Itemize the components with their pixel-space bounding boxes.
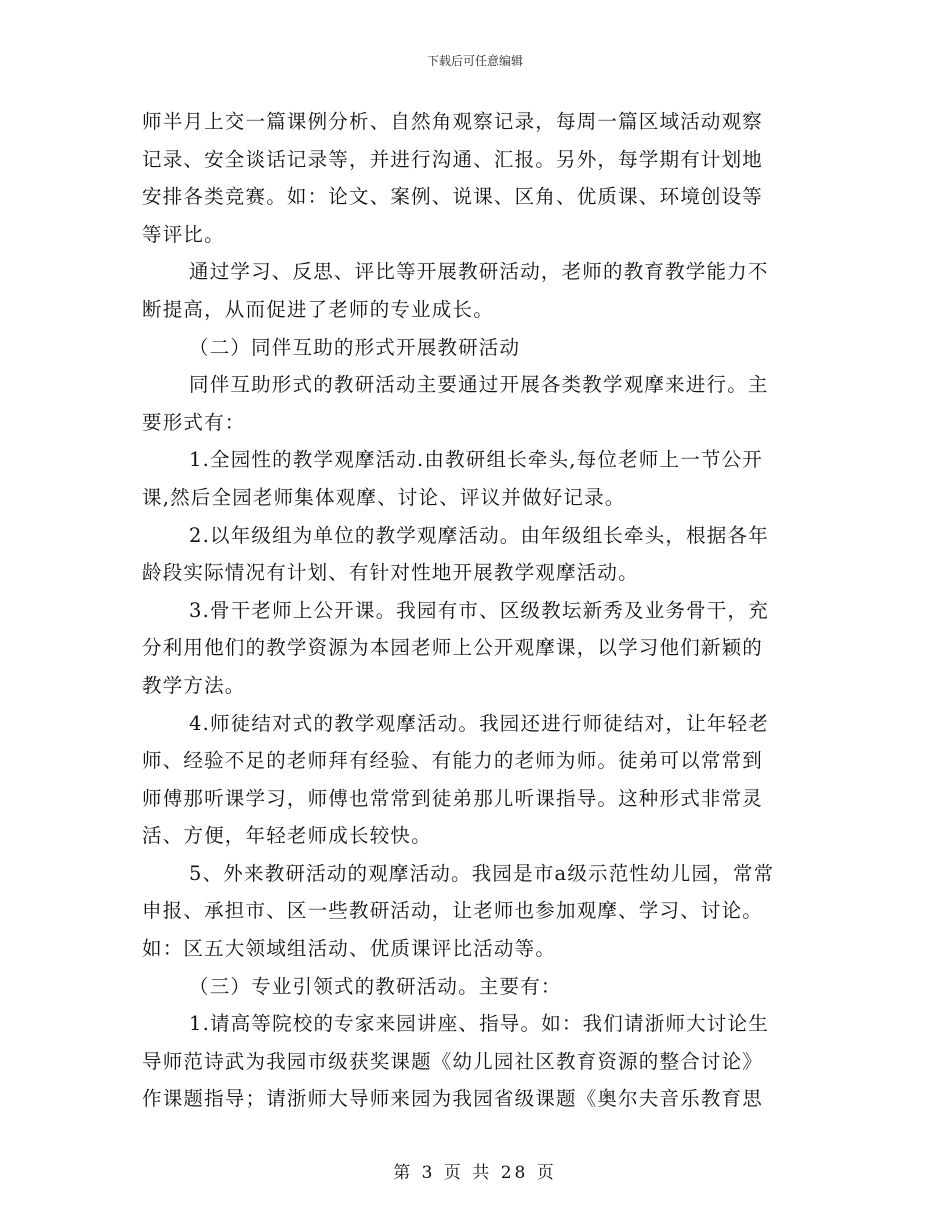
text-line: 师、经验不足的老师拜有经验、有能力的老师为师。徒弟可以常常到	[142, 749, 764, 773]
text-line: 2.以年级组为单位的教学观摩活动。由年级组长牵头，根据各年	[189, 523, 769, 547]
text-line: 作课题指导；请浙师大导师来园为我园省级课题《奥尔夫音乐教育思	[142, 1087, 764, 1111]
text-line: 安排各类竞赛。如：论文、案例、说课、区角、优质课、环境创设等	[142, 185, 764, 209]
text-line: 同伴互助形式的教研活动主要通过开展各类教学观摩来进行。主	[189, 373, 769, 397]
text-line: 教学方法。	[142, 673, 246, 697]
text-line: 断提高，从而促进了老师的专业成长。	[142, 297, 494, 321]
text-line: 4.师徒结对式的教学观摩活动。我园还进行师徒结对，让年轻老	[189, 711, 769, 735]
text-line: （三）专业引领式的教研活动。主要有：	[189, 974, 562, 998]
text-line: 课,然后全园老师集体观摩、讨论、评议并做好记录。	[142, 485, 626, 509]
text-line: 1.请高等院校的专家来园讲座、指导。如：我们请浙师大讨论生	[189, 1012, 769, 1036]
text-line: 导师范诗武为我园市级获奖课题《幼儿园社区教育资源的整合讨论》	[142, 1049, 764, 1073]
text-line: 活、方便，年轻老师成长较快。	[142, 824, 432, 848]
document-body	[142, 103, 807, 1118]
page-header: 下载后可任意编辑	[426, 54, 523, 68]
text-line: 龄段实际情况有计划、有针对性地开展教学观摩活动。	[142, 561, 639, 585]
text-line: 师半月上交一篇课例分析、自然角观察记录，每周一篇区域活动观察	[142, 110, 764, 133]
text-line: 1.全园性的教学观摩活动.由教研组长牵头,每位老师上一节公开	[189, 448, 764, 472]
text-line: 5、外来教研活动的观摩活动。我园是市a级示范性幼儿园，常常	[189, 861, 775, 885]
text-line: 要形式有：	[142, 410, 246, 434]
text-line: 3.骨干老师上公开课。我园有市、区级教坛新秀及业务骨干，充	[189, 598, 769, 622]
text-line: 申报、承担市、区一些教研活动，让老师也参加观摩、学习、讨论。	[142, 899, 764, 923]
text-line: 分利用他们的教学资源为本园老师上公开观摩课，以学习他们新颖的	[142, 636, 764, 660]
text-line: 等评比。	[142, 222, 225, 246]
page-number: 第 3 页 共 28 页	[393, 1163, 557, 1183]
text-line: 通过学习、反思、评比等开展教研活动，老师的教育教学能力不	[189, 260, 769, 284]
text-line: （二）同伴互助的形式开展教研活动	[189, 335, 521, 359]
text-line: 如：区五大领域组活动、优质课评比活动等。	[142, 937, 557, 961]
text-line: 记录、安全谈话记录等，并进行沟通、汇报。另外，每学期有计划地	[142, 147, 764, 171]
text-line: 师傅那听课学习，师傅也常常到徒弟那儿听课指导。这种形式非常灵	[142, 786, 764, 810]
